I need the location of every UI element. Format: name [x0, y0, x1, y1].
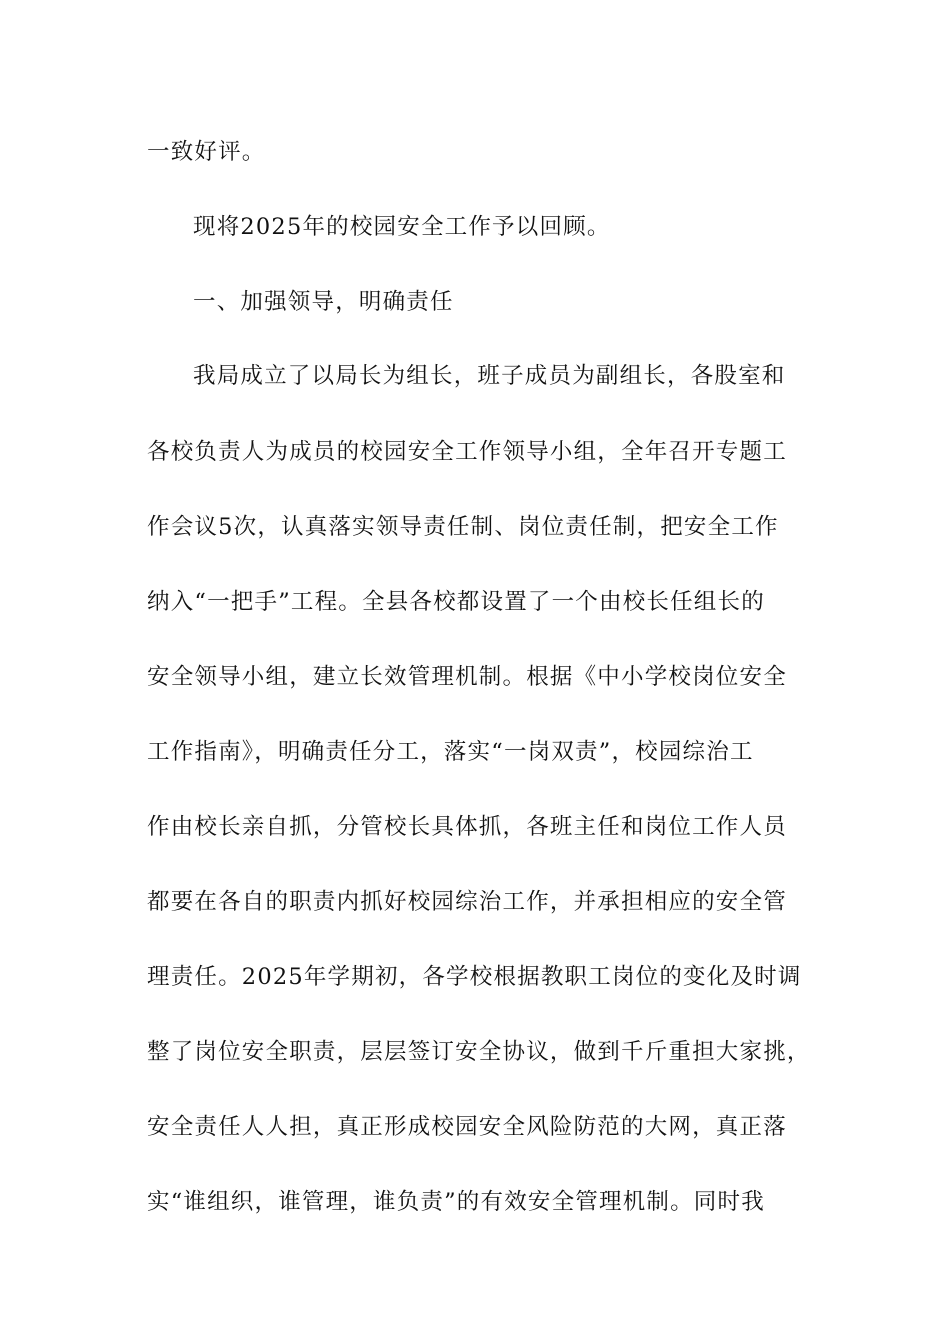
text-line-1: 一致好评。 [147, 139, 266, 165]
paragraph-line-6: 工作指南》，明确责任分工，落实“一岗双责”，校园综治工 [147, 739, 754, 765]
paragraph-line-8: 都要在各自的职责内抓好校园综治工作，并承担相应的安全管 [147, 889, 787, 915]
paragraph-line-9: 理责任。2025年学期初，各学校根据教职工岗位的变化及时调 [147, 964, 802, 990]
paragraph-line-12: 实“谁组织，谁管理，谁负责”的有效安全管理机制。同时我 [147, 1189, 765, 1215]
paragraph-line-7: 作由校长亲自抓，分管校长具体抓，各班主任和岗位工作人员 [147, 814, 787, 840]
section-heading: 一、加强领导，明确责任 [193, 289, 454, 315]
text-line-2: 现将2025年的校园安全工作予以回顾。 [193, 214, 611, 240]
paragraph-line-11: 安全责任人人担，真正形成校园安全风险防范的大网，真正落 [147, 1114, 787, 1140]
paragraph-line-3: 作会议5次，认真落实领导责任制、岗位责任制，把安全工作 [147, 514, 779, 540]
paragraph-line-2: 各校负责人为成员的校园安全工作领导小组，全年召开专题工 [147, 439, 787, 465]
paragraph-line-1: 我局成立了以局长为组长，班子成员为副组长，各股室和 [193, 363, 786, 389]
paragraph-line-4: 纳入“一把手”工程。全县各校都设置了一个由校长任组长的 [147, 589, 765, 615]
paragraph-line-5: 安全领导小组，建立长效管理机制。根据《中小学校岗位安全 [147, 664, 787, 690]
paragraph-line-10: 整了岗位安全职责，层层签订安全协议，做到千斤重担大家挑， [147, 1039, 811, 1065]
